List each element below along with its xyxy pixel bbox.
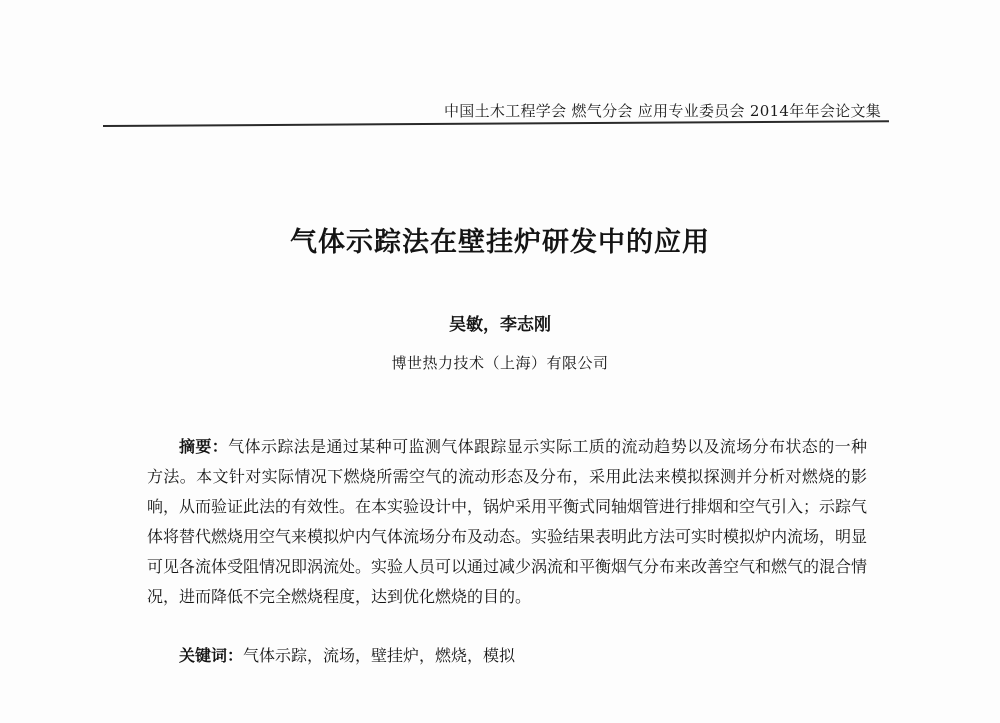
paper-title: 气体示踪法在壁挂炉研发中的应用 <box>290 227 710 258</box>
abstract <box>147 432 867 612</box>
running-header: 中国土木工程学会 燃气分会 应用专业委员会 2014年年会论文集 <box>444 102 882 120</box>
abstract-label: 摘要： <box>179 437 229 456</box>
authors: 吴敏，李志刚 <box>449 315 551 335</box>
header-rule <box>103 120 889 127</box>
keywords-label: 关键词： <box>179 646 244 665</box>
affiliation: 博世热力技术（上海）有限公司 <box>391 354 609 372</box>
abstract-text: 气体示踪法是通过某种可监测气体跟踪显示实际工质的流动趋势以及流场分布状态的一种方法。本文针对实际情况下燃烧所需空气的流动形态及分布，采用此法来模拟探测并分析对燃烧的影响，从而验证此法的有效性。在本实验设计中，锅炉采用平衡式同轴烟管进行排烟和空气引入；示踪气体将替代燃烧用空气来模拟炉内气体流场分布及动态。实验结果表明此方法可实时模拟炉内流场，明显可见各流体受阻情况即涡流处。实验人员可以通过减少涡流和平衡烟气分布来改善空气和燃气的混合情况，进而降低不完全燃烧程度，达到优化燃烧的目的。 <box>147 437 868 606</box>
keywords <box>147 641 867 671</box>
keywords-text: 气体示踪，流场，壁挂炉，燃烧，模拟 <box>243 646 516 665</box>
